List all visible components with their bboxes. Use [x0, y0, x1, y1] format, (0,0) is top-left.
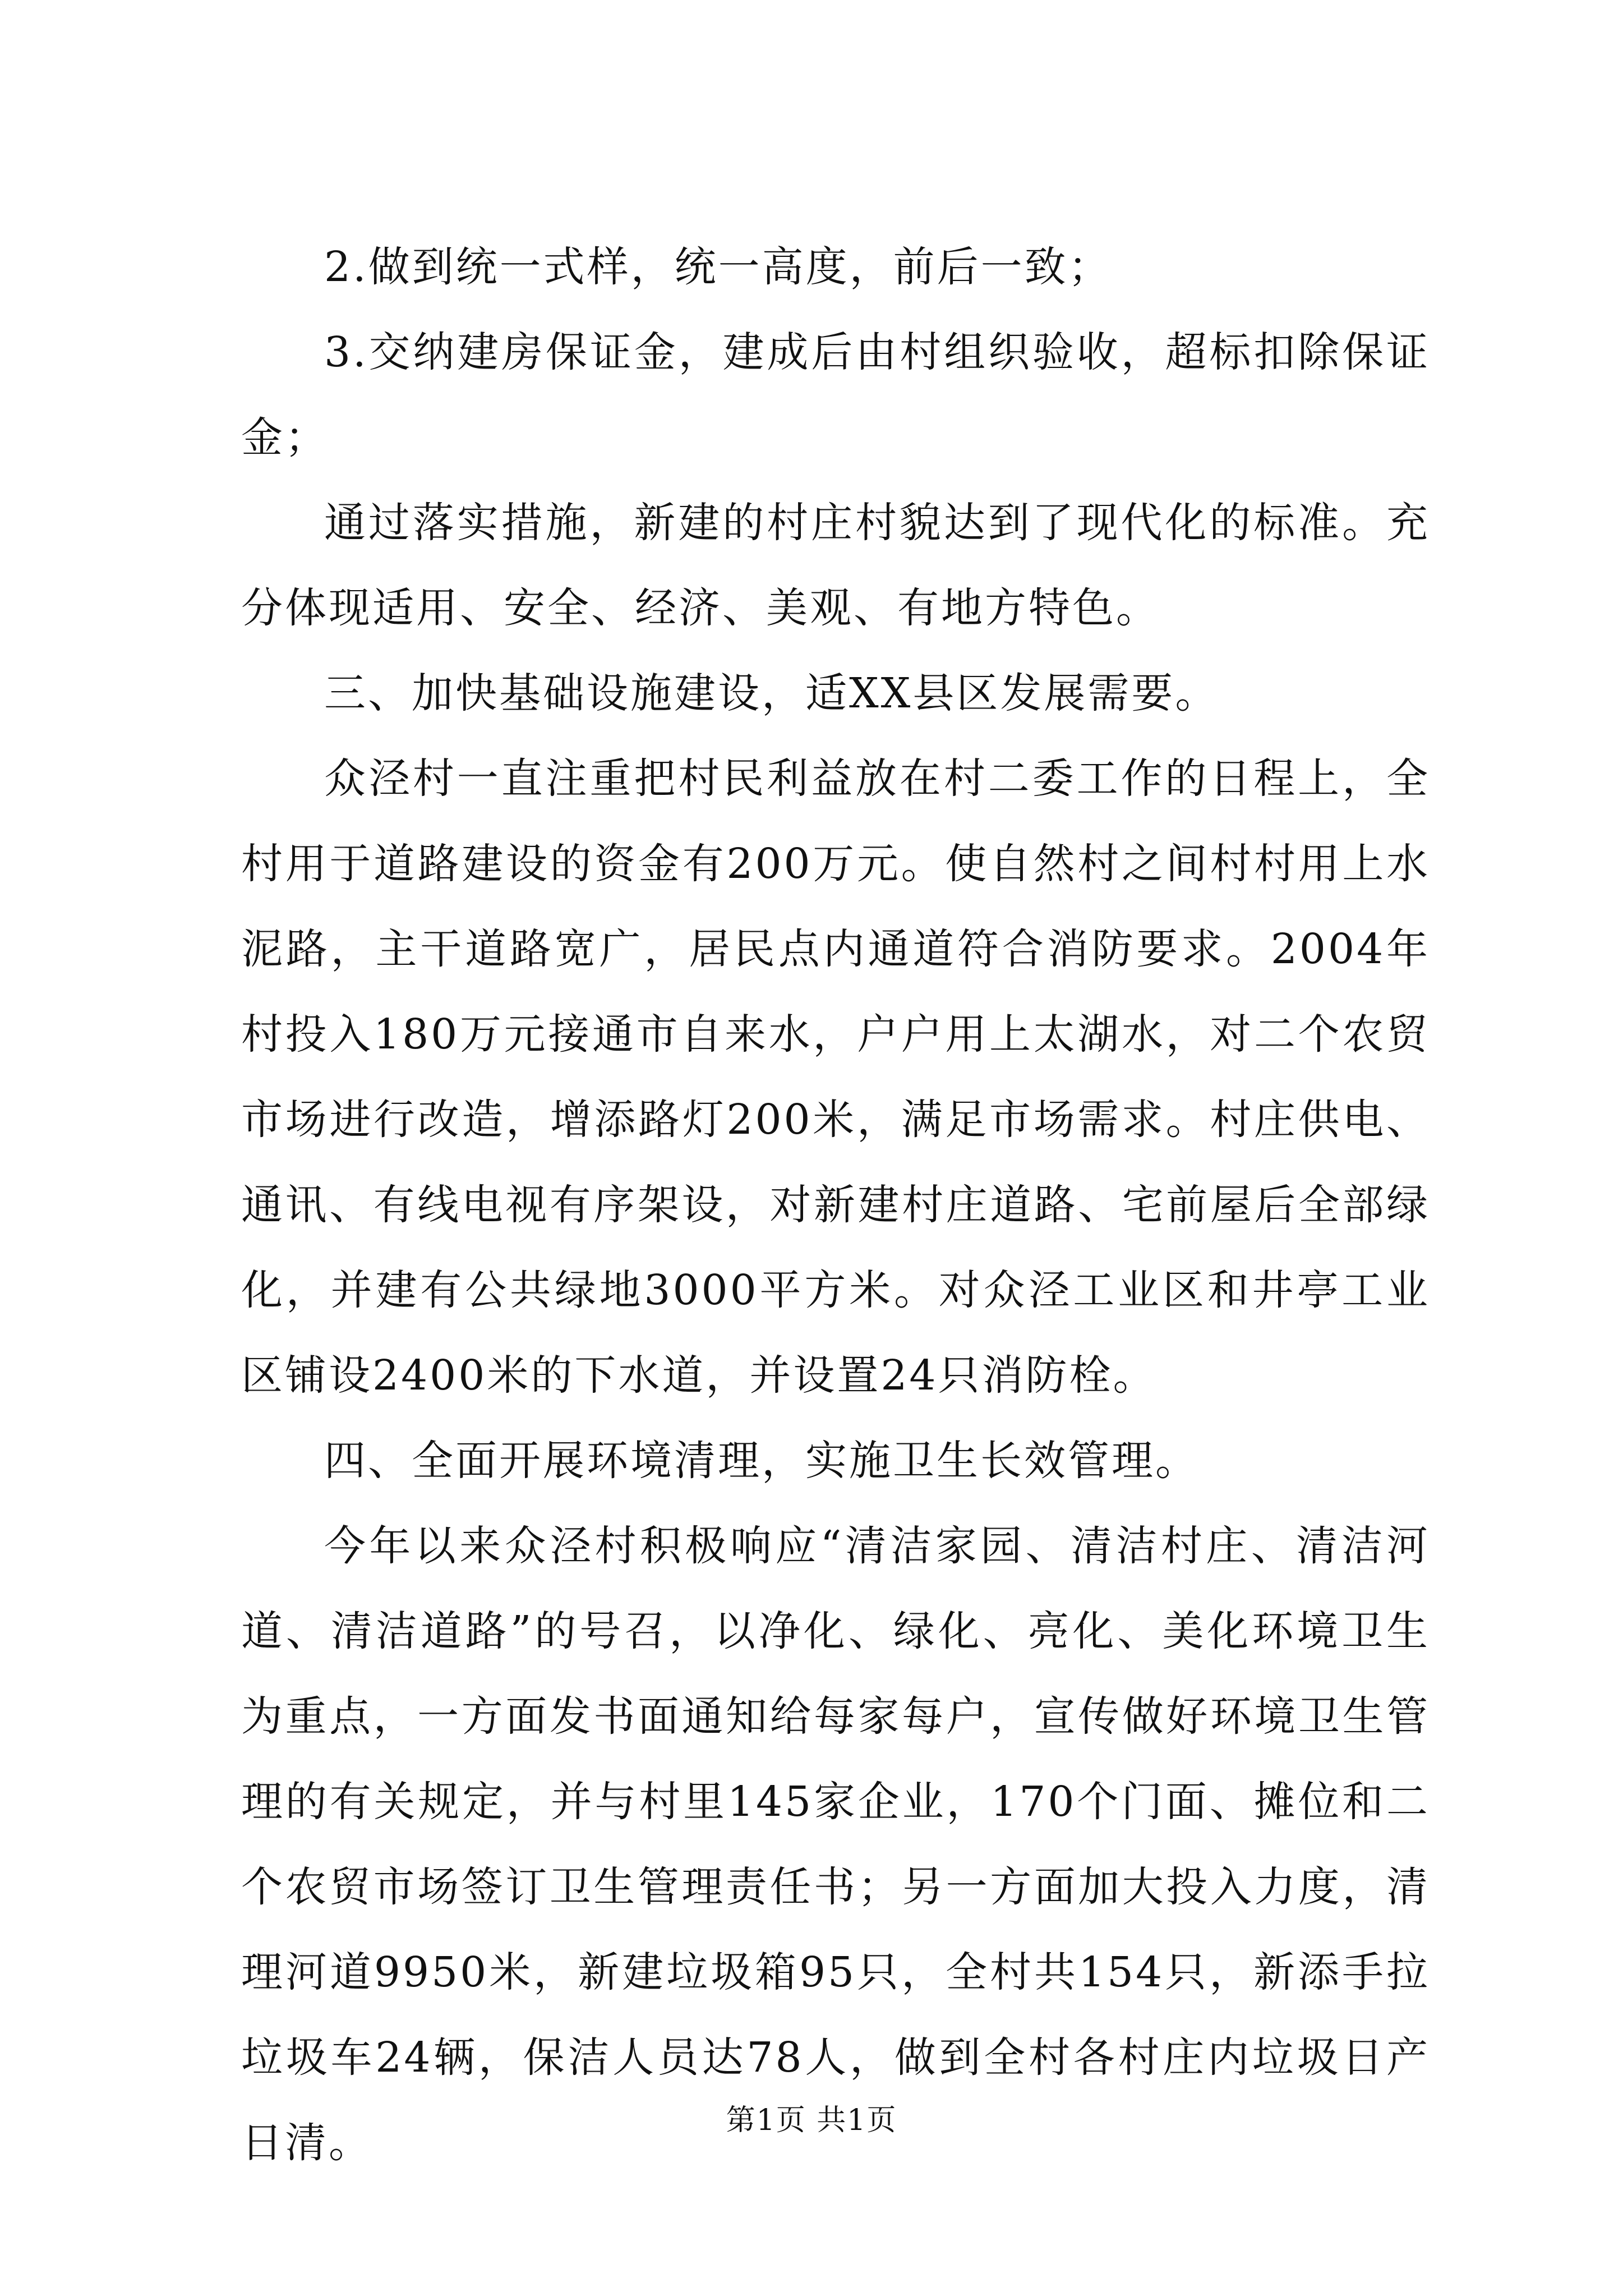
- page-footer: 第1页 共1页: [726, 2104, 897, 2137]
- paragraph-item-2: 2.做到统一式样，统一高度，前后一致；: [324, 243, 1112, 291]
- section-heading-4: 四、全面开展环境清理，实施卫生长效管理。: [324, 1437, 1199, 1485]
- paragraph-measures-result: 通过落实措施，新建的村庄村貌达到了现代化的标准。充分体现适用、安全、经济、美观、有地方特色。: [241, 499, 1430, 632]
- section-heading-3: 三、加快基础设施建设，适XX县区发展需要。: [324, 669, 1219, 717]
- document-body: [241, 224, 1430, 2185]
- paragraph-item-3: 3.交纳建房保证金，建成后由村组织验收，超标扣除保证金；: [241, 328, 1430, 462]
- paragraph-environment: 今年以来众泾村积极响应“清洁家园、清洁村庄、清洁河道、清洁道路”的号召，以净化、绿化、亮化、美化环境卫生为重点，一方面发书面通知给每家每户，宣传做好环境卫生管理的有关规定，并与村里145家企业，170个门面、摊位和二个农贸市场签订卫生管理责任书；另一方面加大投入力度，清理河道9950米，新建垃圾箱95只，全村共154只，新添手拉垃圾车24辆，保洁人员达78人，做到全村各村庄内垃圾日产日清。: [241, 1522, 1430, 2167]
- paragraph-infrastructure: 众泾村一直注重把村民利益放在村二委工作的日程上，全村用于道路建设的资金有200万元。使自然村之间村村用上水泥路，主干道路宽广，居民点内通道符合消防要求。2004年村投入180万元接通市自来水，户户用上太湖水，对二个农贸市场进行改造，增添路灯200米，满足市场需求。村庄供电、通讯、有线电视有序架设，对新建村庄道路、宅前屋后全部绿化，并建有公共绿地3000平方米。对众泾工业区和井亭工业区铺设2400米的下水道，并设置24只消防栓。: [241, 754, 1430, 1400]
